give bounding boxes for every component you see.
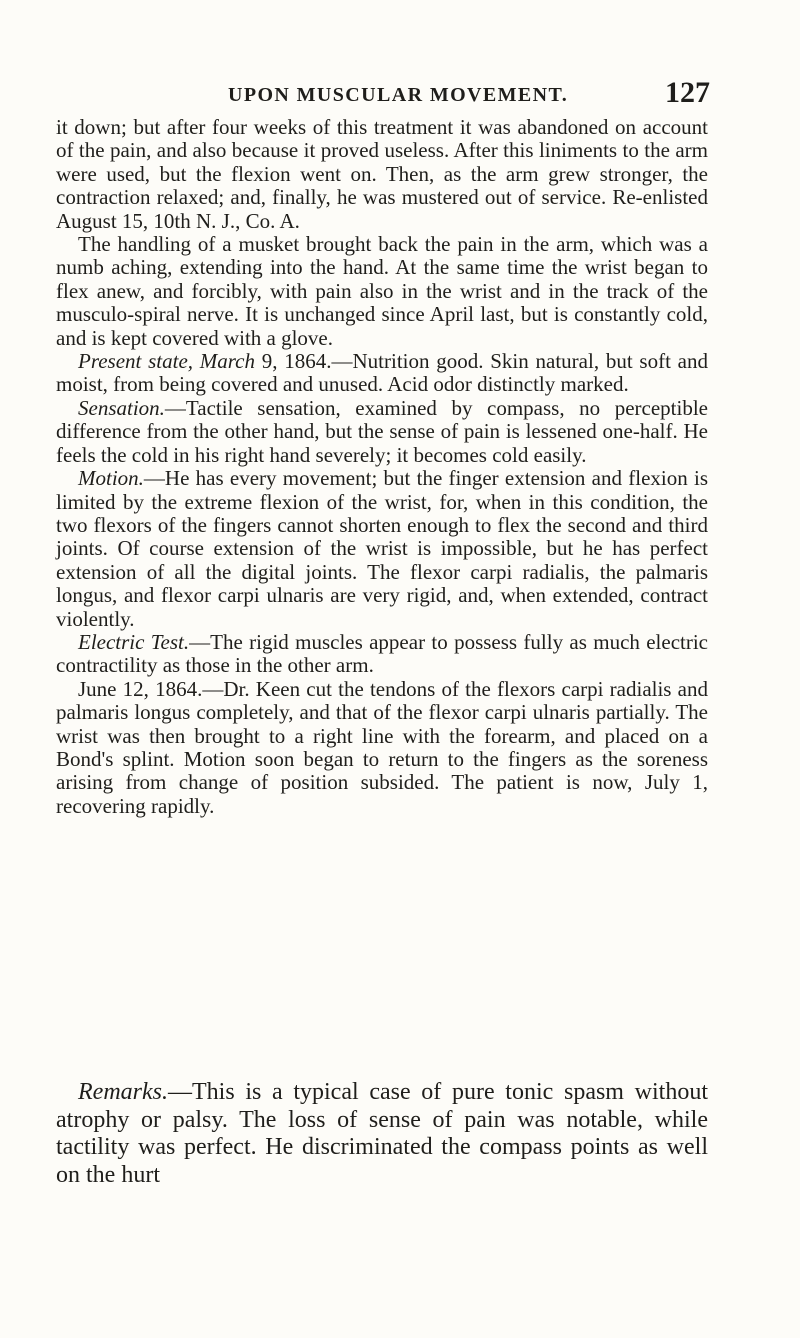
motion-heading: Motion.: [78, 466, 144, 491]
paragraph-musket: The handling of a musket brought back the pain in the arm, which was a numb aching, extending into the hand. At the same time the wrist began to flex anew, and forcibly, with pain also in the wrist and in the track of the musculo-spiral nerve. It is unchanged since April last, but is constantly cold, and is kept covered with a glove.: [56, 232, 708, 350]
present-state-heading: Present state, March: [78, 349, 255, 374]
remarks-heading: Remarks.: [78, 1079, 168, 1105]
paragraph-electric-test: Electric Test.—The rigid muscles appear to possess fully as much electric contractility as those in the other arm.: [56, 629, 709, 678]
electric-test-heading: Electric Test.: [78, 629, 190, 654]
case-notes: [56, 116, 708, 818]
paragraph-sensation: Sensation.—Tactile sensation, examined by compass, no perceptible difference from the other hand, but the sense of pain is lessened one-half. He feels the cold in his right hand severely; it becomes cold easily.: [56, 395, 708, 467]
paragraph-june-12: June 12, 1864.—Dr. Keen cut the tendons of the flexors carpi radialis and palmaris longus completely, and that of the flexor carpi ulnaris partially. The wrist was then brought to a right line with the forearm, and placed on a Bond's splint. Motion soon began to return to the fingers as the soreness arising from change of position subsided. The patient is now, July 1, recovering rapidly.: [56, 676, 708, 818]
paragraph-continuation: it down; but after four weeks of this treatment it was abandoned on account of the pain, and also because it proved useless. After this liniments to the arm were used, but the flexion went on. Then, as the arm grew stronger, the contraction relaxed; and, finally, he was mustered out of service. Re-enlisted August 15, 10th N. J., Co. A.: [56, 115, 708, 233]
paragraph-present-state: Present state, March 9, 1864.—Nutrition good. Skin natural, but soft and moist, from being covered and unused. Acid odor distinctly marked.: [56, 349, 708, 397]
remarks-section: [56, 1079, 708, 1189]
paragraph-motion: Motion.—He has every movement; but the finger extension and flexion is limited by the extreme flexion of the wrist, for, when in this condition, the two flexors of the fingers cannot shorten enough to flex the second and third joints. Of course extension of the wrist is impossible, but he has perfect extension of all the digital joints. The flexor carpi radialis, the palmaris longus, and flexor carpi ulnaris are very rigid, and, when extended, contract violently.: [56, 466, 708, 631]
running-head: [210, 78, 710, 118]
page-number: 127: [665, 76, 710, 109]
sensation-heading: Sensation.: [78, 395, 165, 420]
running-title: UPON MUSCULAR MOVEMENT.: [228, 84, 569, 106]
paragraph-remarks: Remarks.—This is a typical case of pure tonic spasm without atrophy or palsy. The loss of sense of pain was notable, while tactility was perfect. He discriminated the compass points as well on the hurt: [56, 1079, 708, 1188]
